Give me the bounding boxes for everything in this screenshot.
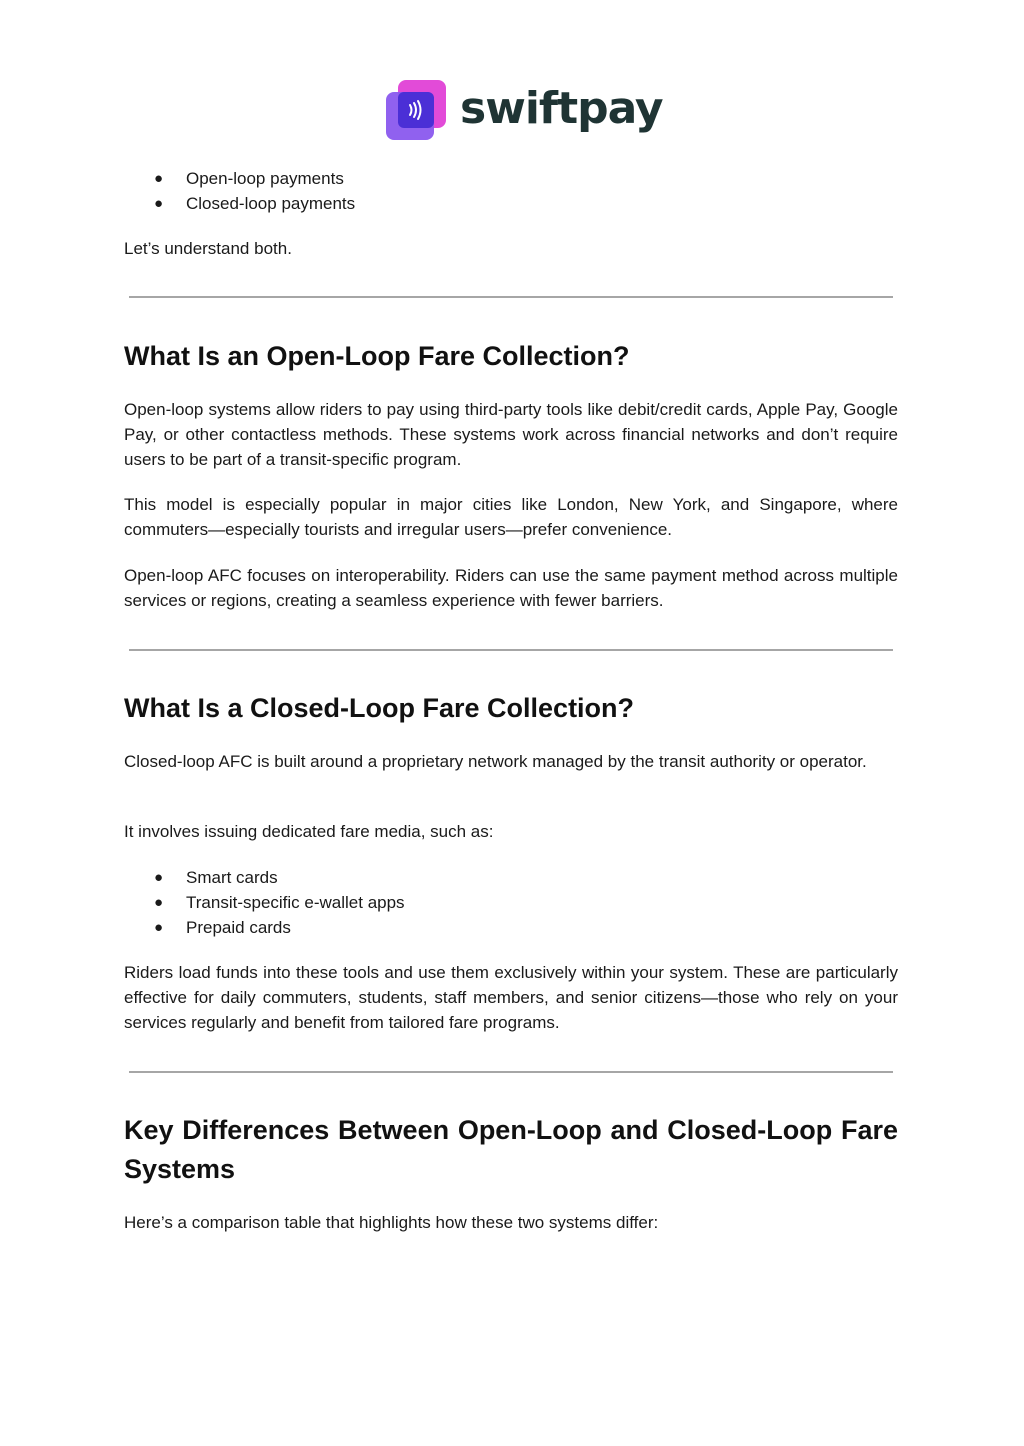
differences-heading: Key Differences Between Open-Loop and Closed-Loop Fare Systems: [124, 1115, 898, 1184]
contactless-icon: [400, 94, 432, 126]
divider: [129, 1071, 893, 1073]
bullet-icon: ●: [154, 869, 164, 886]
list-item-text: Smart cards: [186, 868, 278, 887]
list-item-text: Prepaid cards: [186, 918, 291, 937]
list-item: [124, 890, 898, 915]
intro-section: [124, 166, 898, 216]
list-item-text: Transit-specific e-wallet apps: [186, 893, 405, 912]
divider: [129, 649, 893, 651]
differences-text: Here’s a comparison table that highlights how these two systems differ:: [124, 1213, 659, 1232]
list-item: [124, 166, 898, 191]
list-item: [124, 191, 898, 216]
fare-media-list: [124, 865, 898, 940]
closed-loop-paragraph: It involves issuing dedicated fare media, such as:: [124, 822, 494, 841]
logo-mark: [386, 80, 448, 142]
swiftpay-logo: [386, 80, 663, 144]
bullet-icon: ●: [154, 170, 164, 187]
intro-text: Let’s understand both.: [124, 239, 292, 258]
fare-media-section: [124, 865, 898, 940]
closed-loop-heading: What Is a Closed-Loop Fare Collection?: [124, 693, 635, 723]
list-item-text: Closed-loop payments: [186, 194, 356, 213]
bullet-icon: ●: [154, 195, 164, 212]
intro-bullet-list: [124, 166, 898, 216]
closed-loop-closing: Riders load funds into these tools and use them exclusively within your system. These are particularly effective for daily commuters, students, staff members, and senior citizens—those who rely on your services regularly and benefit from tailored fare programs.: [124, 963, 898, 1032]
logo-wordmark: swiftpay: [460, 83, 663, 134]
open-loop-paragraph: This model is especially popular in major cities like London, New York, and Singapore, where commuters—especially tourists and irregular users—prefer convenience.: [124, 495, 898, 539]
bullet-icon: ●: [154, 894, 164, 911]
closed-loop-paragraph: Closed-loop AFC is built around a proprietary network managed by the transit authority or operator.: [124, 752, 867, 771]
list-item-text: Open-loop payments: [186, 169, 344, 188]
divider: [129, 296, 893, 298]
open-loop-paragraph: Open-loop AFC focuses on interoperability. Riders can use the same payment method across multiple services or regions, creating a seamless experience with fewer barriers.: [124, 566, 898, 610]
bullet-icon: ●: [154, 919, 164, 936]
list-item: [124, 915, 898, 940]
open-loop-heading: What Is an Open-Loop Fare Collection?: [124, 341, 630, 371]
open-loop-paragraph: Open-loop systems allow riders to pay using third-party tools like debit/credit cards, Apple Pay, Google Pay, or other contactless methods. These systems work across financial networks and don’t require users to be part of a transit-specific program.: [124, 400, 898, 469]
list-item: [124, 865, 898, 890]
